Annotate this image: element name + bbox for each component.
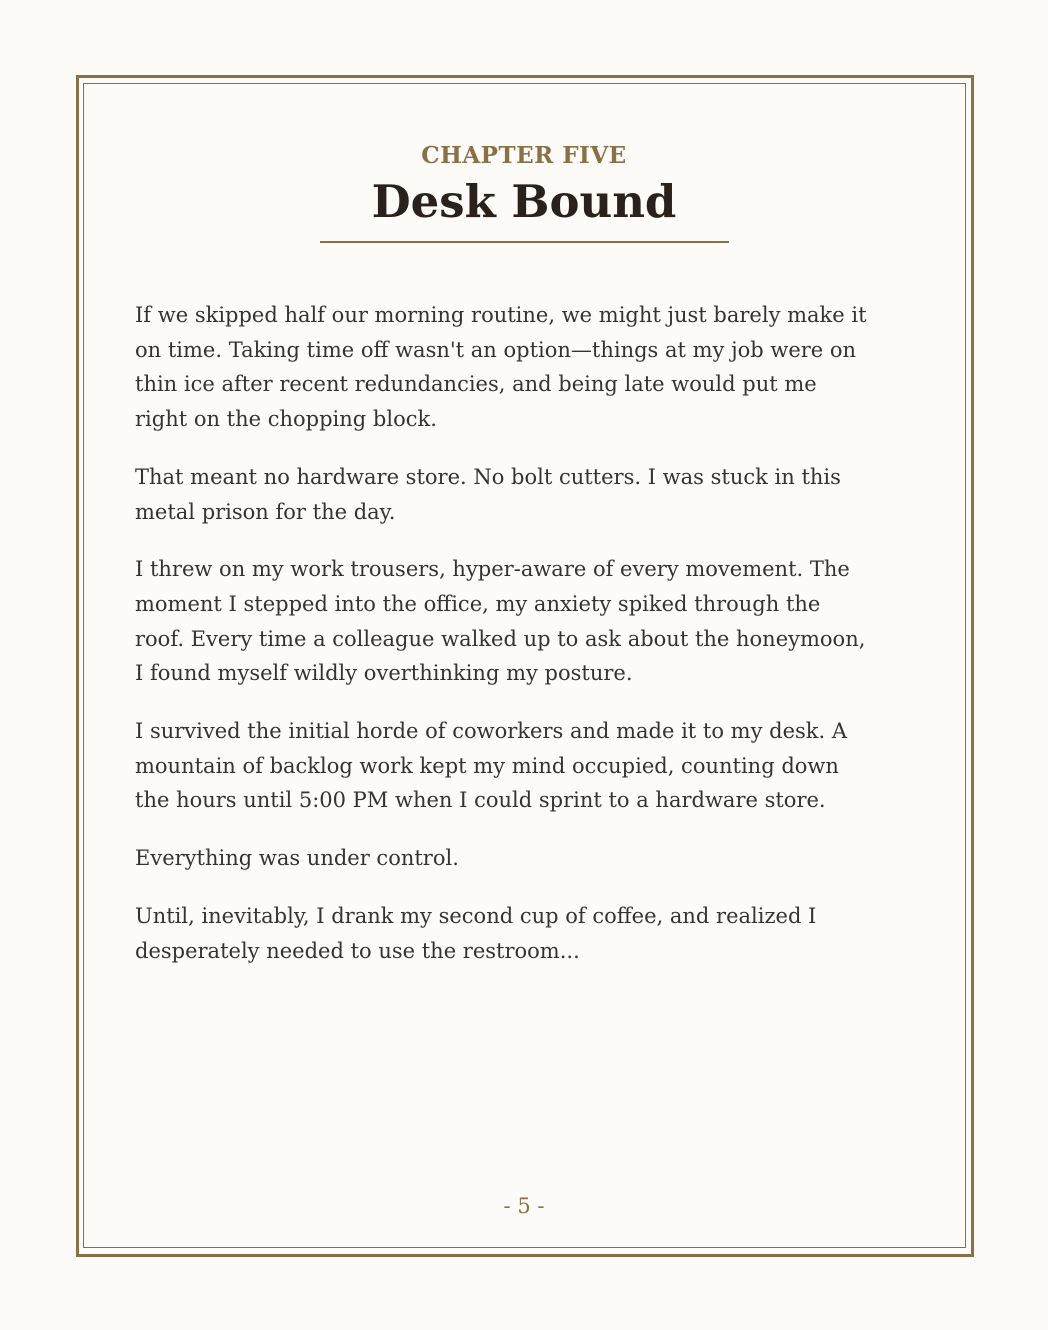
paragraph: I survived the initial horde of coworkers and made it to my desk. A mountain of backlog work kept my mind occupied, counting down the hours until 5:00 PM when I could sprint to a hardware store. (135, 719, 848, 813)
chapter-title: Desk Bound (371, 175, 677, 228)
chapter-label: CHAPTER FIVE (421, 142, 627, 169)
paragraph: Everything was under control. (135, 846, 459, 871)
paragraph: I threw on my work trousers, hyper-aware of every movement. The moment I stepped into the office, my anxiety spiked through the roof. Every time a colleague walked up to ask about the honeymoon, I found myself wildly overthinking my posture. (135, 557, 866, 686)
title-divider (320, 241, 729, 243)
page-number: - 5 - (503, 1194, 545, 1218)
paragraph: Until, inevitably, I drank my second cup of coffee, and realized I desperately needed to use the restroom... (135, 903, 817, 963)
paragraph: That meant no hardware store. No bolt cutters. I was stuck in this metal prison for the day. (135, 464, 841, 524)
chapter-body (135, 298, 875, 991)
paragraph: If we skipped half our morning routine, we might just barely make it on time. Taking time off wasn't an option—things at my job were on thin ice after recent redundancies, and being late would put me right on the chopping block. (135, 303, 867, 432)
